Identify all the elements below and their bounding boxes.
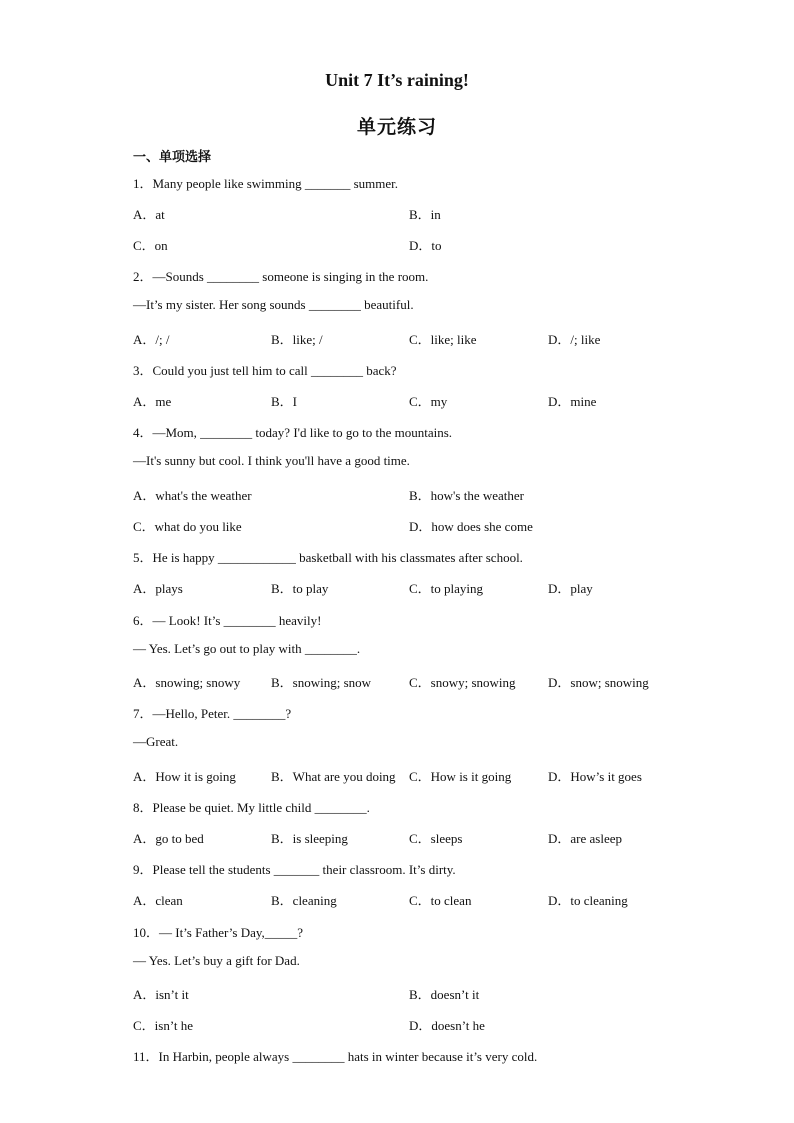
question-8-option-a[interactable]: A．go to bed <box>133 831 204 846</box>
question-2-option-c[interactable]: C．like; like <box>409 332 477 347</box>
question-8-option-d[interactable]: D．are asleep <box>548 831 622 846</box>
question-7-option-a[interactable]: A．How it is going <box>133 769 236 784</box>
question-1-stem: 1．Many people like swimming _______ summer. <box>133 176 399 191</box>
question-2-option-d[interactable]: D．/; like <box>548 332 601 347</box>
question-10-option-b[interactable]: B．doesn’t it <box>409 987 480 1002</box>
question-9-option-b[interactable]: B．cleaning <box>271 893 337 908</box>
question-7-option-d[interactable]: D．How’s it goes <box>548 769 642 784</box>
question-9-option-d[interactable]: D．to cleaning <box>548 893 628 908</box>
question-10-stem: 10．— It’s Father’s Day,_____? <box>133 925 304 940</box>
question-10-option-c[interactable]: C．isn’t he <box>133 1018 194 1033</box>
question-5-option-a[interactable]: A．plays <box>133 581 183 596</box>
question-8-option-c[interactable]: C．sleeps <box>409 831 463 846</box>
question-5-option-b[interactable]: B．to play <box>271 581 329 596</box>
question-4-stem-line-2: —It's sunny but cool. I think you'll have a good time. <box>133 453 410 468</box>
question-1-option-a[interactable]: A．at <box>133 207 165 222</box>
question-4-option-a[interactable]: A．what's the weather <box>133 488 252 503</box>
question-7-option-c[interactable]: C．How is it going <box>409 769 512 784</box>
question-5-stem: 5．He is happy ____________ basketball with his classmates after school. <box>133 550 523 565</box>
question-3-option-c[interactable]: C．my <box>409 394 448 409</box>
question-5-option-d[interactable]: D．play <box>548 581 593 596</box>
question-3-stem: 3．Could you just tell him to call ________ back? <box>133 363 397 378</box>
question-6-stem-line-2: — Yes. Let’s go out to play with ________. <box>133 641 361 656</box>
page-subtitle: 单元练习 <box>356 117 437 138</box>
question-9-option-a[interactable]: A．clean <box>133 893 183 908</box>
question-2-stem-line-2: —It’s my sister. Her song sounds ________ beautiful. <box>133 297 414 312</box>
question-8-stem: 8．Please be quiet. My little child ________. <box>133 800 370 815</box>
section-heading: 一、单项选择 <box>133 150 212 165</box>
question-3-option-a[interactable]: A．me <box>133 394 172 409</box>
question-6-option-b[interactable]: B．snowing; snow <box>271 675 372 690</box>
question-2-option-a[interactable]: A．/; / <box>133 332 170 347</box>
question-8-option-b[interactable]: B．is sleeping <box>271 831 348 846</box>
question-9-stem: 9．Please tell the students _______ their classroom. It’s dirty. <box>133 862 456 877</box>
question-1-option-c[interactable]: C．on <box>133 238 168 253</box>
question-1-option-d[interactable]: D．to <box>409 238 442 253</box>
question-9-option-c[interactable]: C．to clean <box>409 893 472 908</box>
question-2-stem: 2．—Sounds ________ someone is singing in the room. <box>133 269 429 284</box>
question-5-option-c[interactable]: C．to playing <box>409 581 484 596</box>
question-7-stem-line-2: —Great. <box>133 734 179 749</box>
question-6-option-d[interactable]: D．snow; snowing <box>548 675 649 690</box>
question-10-stem-line-2: — Yes. Let’s buy a gift for Dad. <box>133 953 300 968</box>
question-10-option-a[interactable]: A．isn’t it <box>133 987 189 1002</box>
question-4-option-c[interactable]: C．what do you like <box>133 519 242 534</box>
question-7-stem: 7．—Hello, Peter. ________? <box>133 706 292 721</box>
question-2-option-b[interactable]: B．like; / <box>271 332 323 347</box>
page-title: Unit 7 It’s raining! <box>325 70 469 90</box>
question-6-option-c[interactable]: C．snowy; snowing <box>409 675 516 690</box>
question-7-option-b[interactable]: B．What are you doing <box>271 769 396 784</box>
question-4-stem: 4．—Mom, ________ today? I'd like to go to the mountains. <box>133 425 453 440</box>
question-11-stem: 11．In Harbin, people always ________ hats in winter because it’s very cold. <box>133 1049 538 1064</box>
question-3-option-b[interactable]: B．I <box>271 394 298 409</box>
question-10-option-d[interactable]: D．doesn’t he <box>409 1018 485 1033</box>
question-4-option-b[interactable]: B．how's the weather <box>409 488 524 503</box>
question-4-option-d[interactable]: D．how does she come <box>409 519 533 534</box>
question-3-option-d[interactable]: D．mine <box>548 394 597 409</box>
question-6-stem: 6．— Look! It’s ________ heavily! <box>133 613 322 628</box>
question-1-option-b[interactable]: B．in <box>409 207 441 222</box>
question-6-option-a[interactable]: A．snowing; snowy <box>133 675 241 690</box>
